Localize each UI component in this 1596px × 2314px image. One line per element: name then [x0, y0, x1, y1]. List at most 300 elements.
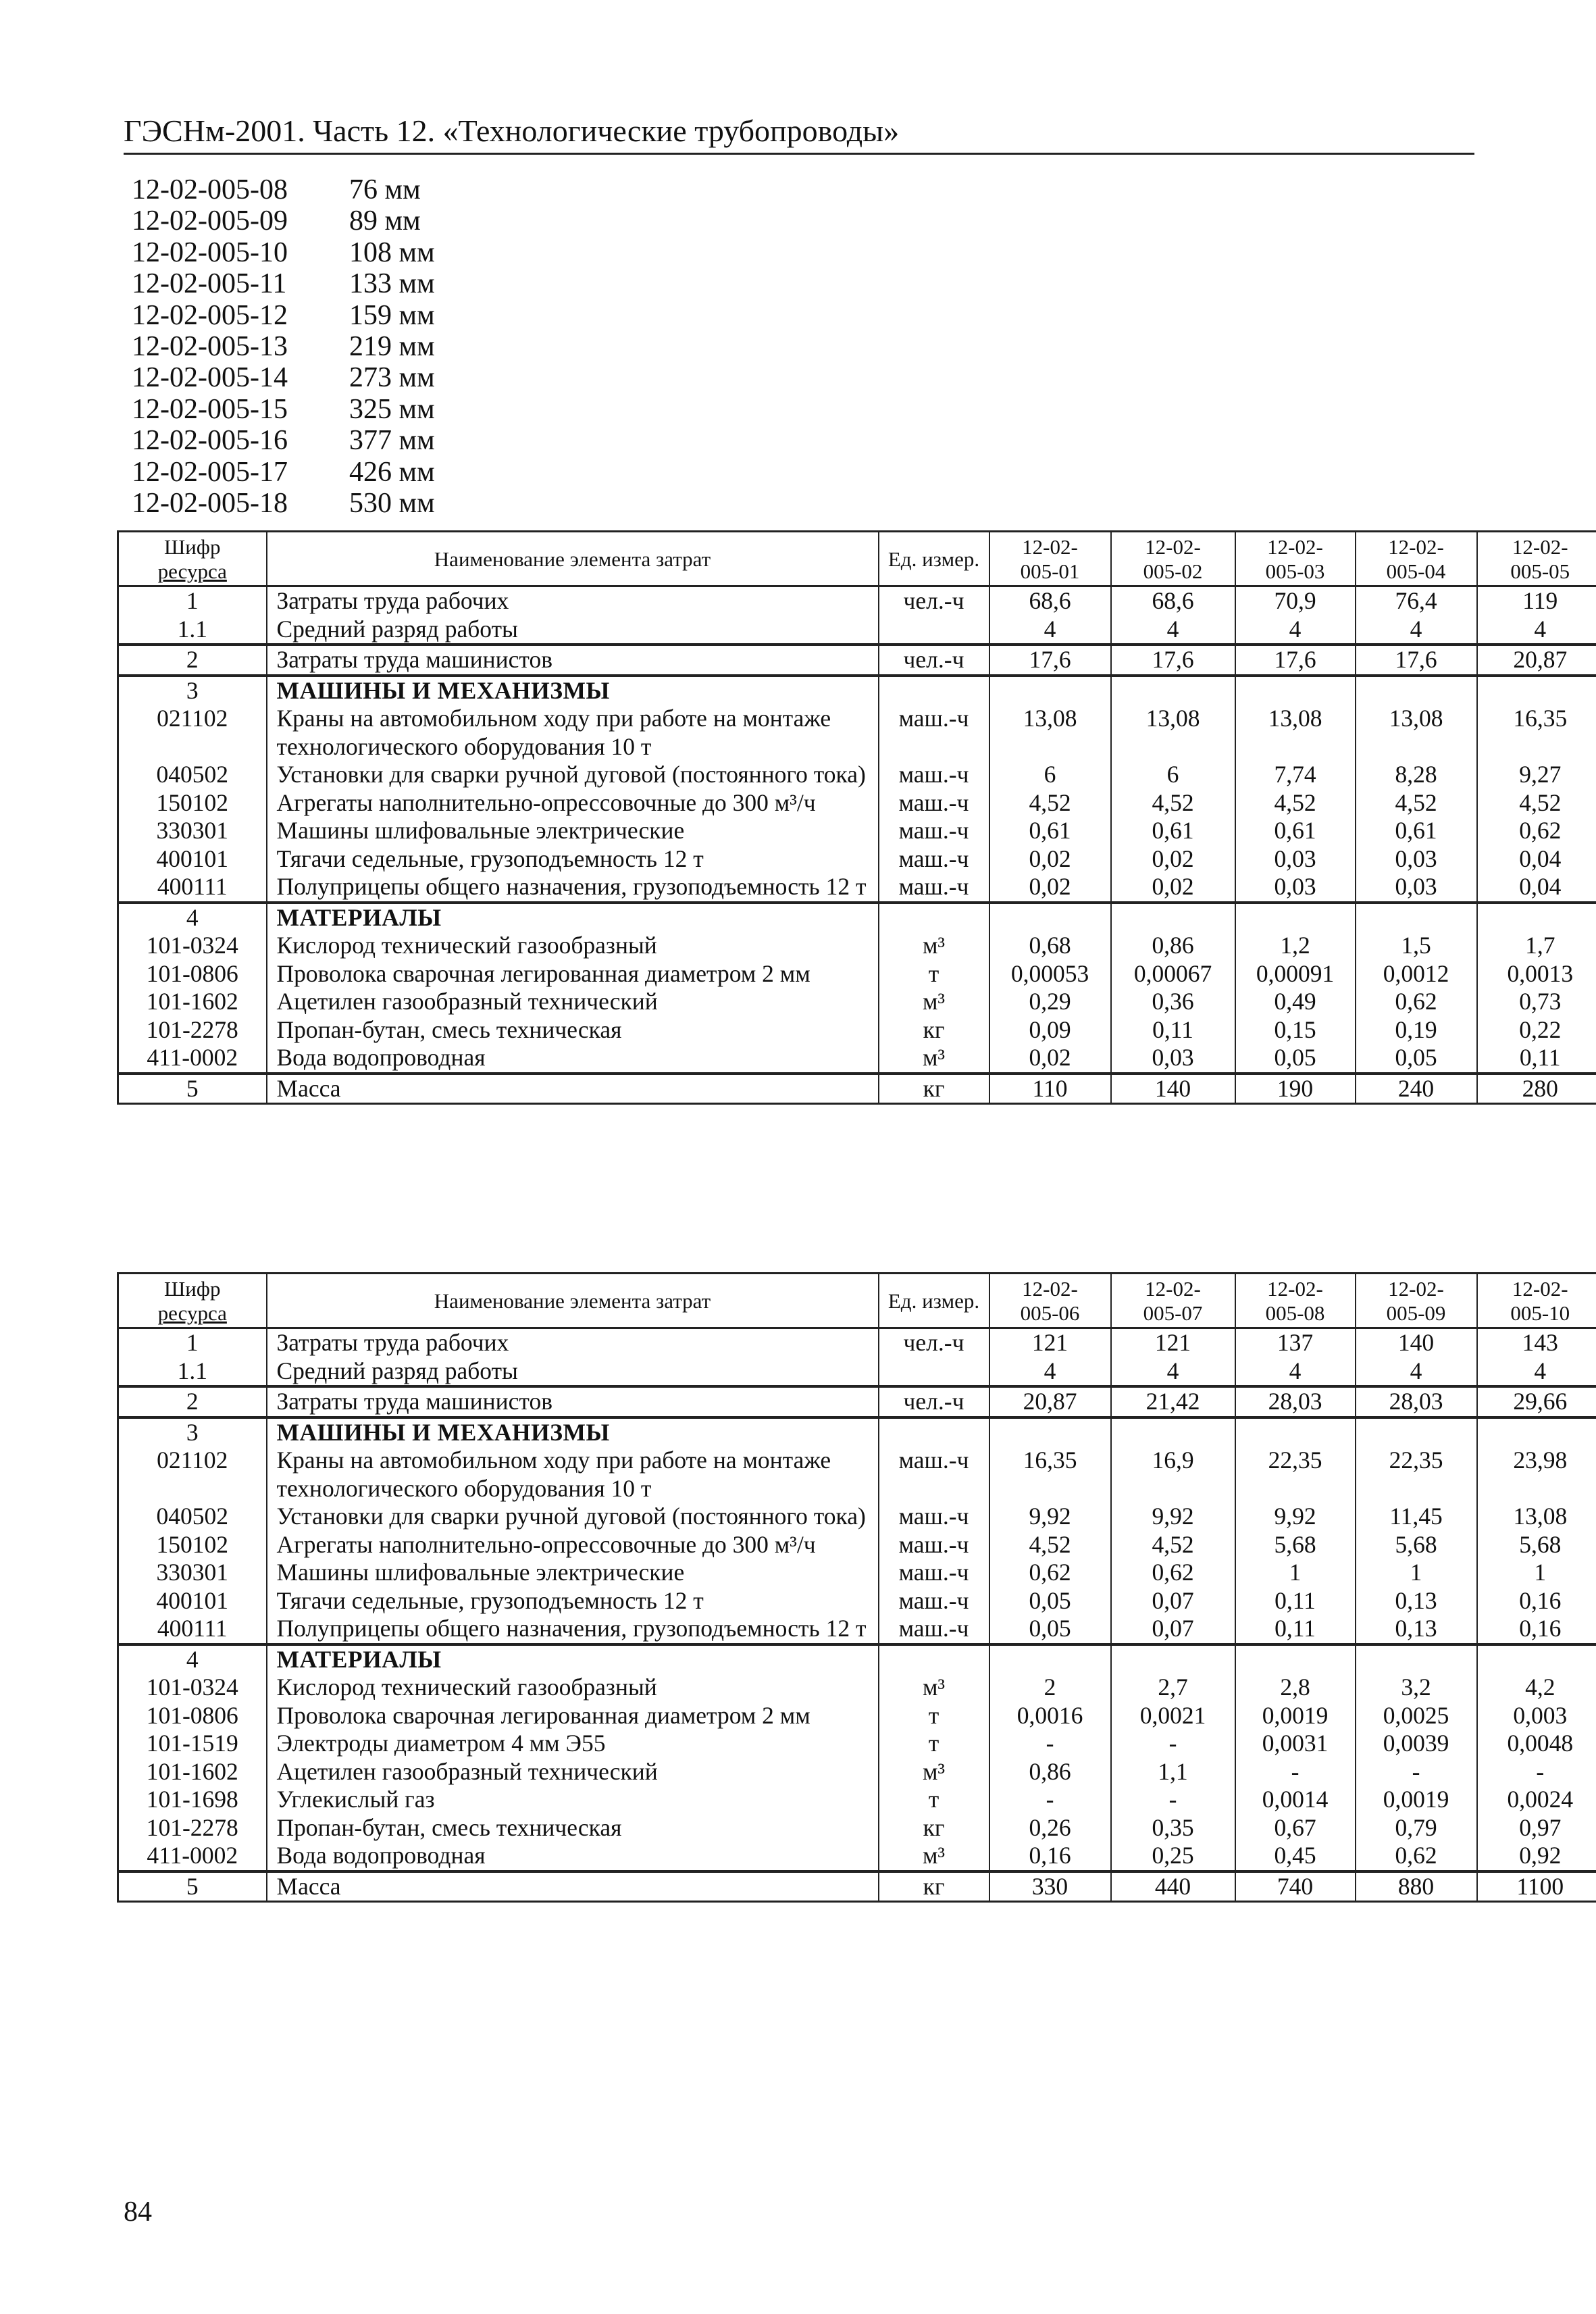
resource-code-cell: 101-1602 — [118, 1758, 267, 1786]
cost-element-name-cell: Вода водопроводная — [267, 1842, 879, 1871]
value-cell: 5,68 — [1477, 1531, 1596, 1559]
value-cell: 0,03 — [1111, 1044, 1235, 1074]
table-row — [118, 1447, 1596, 1503]
unit-cell: м³ — [879, 932, 989, 960]
value-cell: 0,0039 — [1356, 1730, 1477, 1758]
table-row — [118, 645, 1596, 676]
cost-element-name-cell: Машины шлифовальные электрические — [267, 1559, 879, 1587]
header-column-code-line2: 005-05 — [1510, 559, 1570, 583]
resource-code-cell: 101-1602 — [118, 988, 267, 1016]
header-column-code-line1: 12-02- — [1145, 1277, 1201, 1301]
header-column-code — [1235, 532, 1356, 586]
table-row — [118, 1503, 1596, 1531]
unit-cell: м³ — [879, 1758, 989, 1786]
table-row — [118, 1786, 1596, 1814]
unit-cell: т — [879, 1702, 989, 1730]
value-cell — [1235, 676, 1356, 705]
value-cell: 0,49 — [1235, 988, 1356, 1016]
value-cell: 1,7 — [1477, 932, 1596, 960]
header-column-code-line1: 12-02- — [1512, 1277, 1568, 1301]
unit-cell: маш.-ч — [879, 845, 989, 874]
header-code-cell — [118, 1274, 267, 1328]
resource-code-cell: 101-0806 — [118, 1702, 267, 1730]
cost-element-name-cell: Полуприцепы общего назначения, грузоподъемность 12 т — [267, 1615, 879, 1644]
value-cell: 0,11 — [1477, 1044, 1596, 1074]
value-cell: 4 — [1235, 1357, 1356, 1387]
table-row — [118, 615, 1596, 645]
cost-element-name-cell: Ацетилен газообразный технический — [267, 1758, 879, 1786]
table-row — [118, 1730, 1596, 1758]
value-cell: 0,0016 — [989, 1702, 1111, 1730]
code-list-size: 76 мм — [349, 174, 421, 205]
code-list-row — [132, 205, 435, 236]
unit-cell: маш.-ч — [879, 1615, 989, 1644]
value-cell: 0,00067 — [1111, 960, 1235, 988]
value-cell: 1 — [1356, 1559, 1477, 1587]
value-cell: 0,67 — [1235, 1814, 1356, 1842]
value-cell: 0,73 — [1477, 988, 1596, 1016]
value-cell: 2,8 — [1235, 1674, 1356, 1702]
resource-code-cell: 1.1 — [118, 1357, 267, 1387]
header-column-code-line1: 12-02- — [1512, 535, 1568, 559]
code-list-code: 12-02-005-10 — [132, 236, 288, 268]
resource-code-cell: 2 — [118, 1386, 267, 1417]
value-cell: 4 — [1477, 1357, 1596, 1387]
value-cell: 121 — [989, 1328, 1111, 1357]
unit-cell — [879, 676, 989, 705]
table-row — [118, 1758, 1596, 1786]
value-cell: 17,6 — [1111, 645, 1235, 676]
value-cell: 2 — [989, 1674, 1111, 1702]
cost-element-name-cell: Кислород технический газообразный — [267, 932, 879, 960]
value-cell: 0,62 — [1356, 1842, 1477, 1871]
cost-element-name-cell: Масса — [267, 1871, 879, 1902]
value-cell: 119 — [1477, 586, 1596, 615]
cost-element-name-cell: МАШИНЫ И МЕХАНИЗМЫ — [267, 676, 879, 705]
table-row — [118, 1074, 1596, 1104]
header-code-line1: Шифр — [164, 1277, 221, 1301]
resource-code-cell: 150102 — [118, 1531, 267, 1559]
value-cell — [989, 676, 1111, 705]
value-cell — [1235, 903, 1356, 932]
value-cell: - — [989, 1786, 1111, 1814]
value-cell: 0,02 — [989, 873, 1111, 903]
header-column-code — [1235, 1274, 1356, 1328]
table-row — [118, 1559, 1596, 1587]
value-cell: 0,86 — [989, 1758, 1111, 1786]
table-row — [118, 817, 1596, 845]
value-cell: 0,0025 — [1356, 1702, 1477, 1730]
value-cell: 70,9 — [1235, 586, 1356, 615]
resource-code-cell: 5 — [118, 1871, 267, 1902]
value-cell: 0,05 — [1356, 1044, 1477, 1074]
table-row — [118, 988, 1596, 1016]
header-column-code-line2: 005-07 — [1143, 1301, 1203, 1325]
value-cell: 17,6 — [1356, 645, 1477, 676]
value-cell: 1100 — [1477, 1871, 1596, 1902]
value-cell: 0,62 — [1477, 817, 1596, 845]
header-column-code-line2: 005-01 — [1020, 559, 1080, 583]
resource-code-cell: 101-2278 — [118, 1814, 267, 1842]
cost-element-name-cell: Затраты труда рабочих — [267, 1328, 879, 1357]
value-cell — [1111, 676, 1235, 705]
code-list-code: 12-02-005-15 — [132, 393, 288, 425]
table-row — [118, 1702, 1596, 1730]
value-cell: 1,1 — [1111, 1758, 1235, 1786]
value-cell: 13,08 — [1477, 1503, 1596, 1531]
cost-element-name-cell: Краны на автомобильном ходу при работе на монтаже технологического оборудования 10 т — [267, 705, 879, 761]
value-cell: 880 — [1356, 1871, 1477, 1902]
value-cell: 0,11 — [1111, 1016, 1235, 1045]
value-cell: 20,87 — [989, 1386, 1111, 1417]
value-cell: 0,68 — [989, 932, 1111, 960]
table-row — [118, 1357, 1596, 1387]
cost-element-name-cell: Полуприцепы общего назначения, грузоподъемность 12 т — [267, 873, 879, 903]
value-cell: 0,86 — [1111, 932, 1235, 960]
code-list-size: 219 мм — [349, 331, 435, 363]
unit-cell: маш.-ч — [879, 1503, 989, 1531]
code-list-size: 426 мм — [349, 456, 435, 488]
code-list-size: 377 мм — [349, 425, 435, 457]
value-cell: 0,07 — [1111, 1615, 1235, 1644]
header-column-code-line2: 005-10 — [1510, 1301, 1570, 1325]
resource-code-cell: 4 — [118, 1644, 267, 1674]
resource-code-cell: 5 — [118, 1074, 267, 1104]
value-cell — [1111, 1417, 1235, 1447]
value-cell: 4,52 — [1477, 789, 1596, 818]
table-row — [118, 1615, 1596, 1644]
value-cell: 8,28 — [1356, 761, 1477, 789]
cost-element-name-cell: Проволока сварочная легированная диаметром 2 мм — [267, 1702, 879, 1730]
value-cell: 0,35 — [1111, 1814, 1235, 1842]
value-cell: 4,52 — [1235, 789, 1356, 818]
value-cell: 0,79 — [1356, 1814, 1477, 1842]
value-cell: 740 — [1235, 1871, 1356, 1902]
code-list — [132, 174, 435, 519]
value-cell: 23,98 — [1477, 1447, 1596, 1503]
unit-cell: т — [879, 1786, 989, 1814]
code-list-size: 159 мм — [349, 299, 435, 331]
value-cell: 0,22 — [1477, 1016, 1596, 1045]
cost-element-name-cell: Кислород технический газообразный — [267, 1674, 879, 1702]
value-cell: 0,0019 — [1356, 1786, 1477, 1814]
header-column-code-line1: 12-02- — [1388, 535, 1444, 559]
code-list-size: 273 мм — [349, 362, 435, 394]
cost-element-name-cell: Проволока сварочная легированная диаметром 2 мм — [267, 960, 879, 988]
code-list-size: 133 мм — [349, 268, 435, 300]
unit-cell: маш.-ч — [879, 789, 989, 818]
value-cell: 7,74 — [1235, 761, 1356, 789]
resource-code-cell: 4 — [118, 903, 267, 932]
value-cell: 0,05 — [1235, 1044, 1356, 1074]
value-cell: 4,52 — [989, 789, 1111, 818]
resource-code-cell: 1 — [118, 1328, 267, 1357]
cost-element-name-cell: Краны на автомобильном ходу при работе на монтаже технологического оборудования 10 т — [267, 1447, 879, 1503]
unit-cell: маш.-ч — [879, 705, 989, 761]
cost-element-name-cell: Агрегаты наполнительно-опрессовочные до 300 м³/ч — [267, 1531, 879, 1559]
value-cell: 4 — [989, 615, 1111, 645]
value-cell: 76,4 — [1356, 586, 1477, 615]
unit-cell: м³ — [879, 988, 989, 1016]
resource-code-cell: 101-2278 — [118, 1016, 267, 1045]
value-cell: 6 — [1111, 761, 1235, 789]
value-cell: 0,05 — [989, 1615, 1111, 1644]
value-cell: 5,68 — [1356, 1531, 1477, 1559]
resource-code-cell: 101-0806 — [118, 960, 267, 988]
value-cell: 0,0024 — [1477, 1786, 1596, 1814]
value-cell: 4 — [1235, 615, 1356, 645]
code-list-size: 108 мм — [349, 236, 435, 268]
table-row — [118, 845, 1596, 874]
value-cell: 68,6 — [1111, 586, 1235, 615]
code-list-row — [132, 237, 435, 268]
value-cell: 0,13 — [1356, 1587, 1477, 1615]
value-cell: 240 — [1356, 1074, 1477, 1104]
value-cell: 140 — [1111, 1074, 1235, 1104]
value-cell: 9,92 — [989, 1503, 1111, 1531]
unit-cell: маш.-ч — [879, 761, 989, 789]
cost-element-name-cell: Масса — [267, 1074, 879, 1104]
header-column-code-line2: 005-08 — [1265, 1301, 1325, 1325]
header-column-code-line2: 005-04 — [1386, 559, 1446, 583]
code-list-code: 12-02-005-12 — [132, 299, 288, 331]
value-cell: 0,97 — [1477, 1814, 1596, 1842]
value-cell: 9,92 — [1235, 1503, 1356, 1531]
value-cell: 0,0021 — [1111, 1702, 1235, 1730]
value-cell — [1235, 1417, 1356, 1447]
value-cell: 22,35 — [1356, 1447, 1477, 1503]
code-list-row — [132, 394, 435, 425]
value-cell — [1356, 1417, 1477, 1447]
value-cell: - — [1111, 1730, 1235, 1758]
value-cell: 4,2 — [1477, 1674, 1596, 1702]
value-cell: 13,08 — [1235, 705, 1356, 761]
table-row — [118, 1531, 1596, 1559]
cost-element-name-cell: Средний разряд работы — [267, 1357, 879, 1387]
table-row — [118, 873, 1596, 903]
value-cell: 0,26 — [989, 1814, 1111, 1842]
value-cell: 0,05 — [989, 1587, 1111, 1615]
table-row — [118, 789, 1596, 818]
header-name-cell: Наименование элемента затрат — [267, 1274, 879, 1328]
cost-element-name-cell: МАТЕРИАЛЫ — [267, 1644, 879, 1674]
value-cell: 4,52 — [1111, 789, 1235, 818]
value-cell: 13,08 — [1356, 705, 1477, 761]
cost-element-name-cell: МАТЕРИАЛЫ — [267, 903, 879, 932]
resource-code-cell: 400101 — [118, 845, 267, 874]
table-row — [118, 1871, 1596, 1902]
value-cell: 0,11 — [1235, 1587, 1356, 1615]
table-row — [118, 903, 1596, 932]
header-column-code-line1: 12-02- — [1267, 535, 1323, 559]
value-cell: 0,04 — [1477, 873, 1596, 903]
resource-code-cell: 330301 — [118, 1559, 267, 1587]
resource-code-cell: 101-0324 — [118, 932, 267, 960]
header-column-code-line2: 005-06 — [1020, 1301, 1080, 1325]
resource-table-2 — [117, 1272, 1596, 1903]
value-cell: 4 — [1356, 1357, 1477, 1387]
code-list-code: 12-02-005-14 — [132, 362, 288, 394]
value-cell: 0,00053 — [989, 960, 1111, 988]
header-code-line1: Шифр — [164, 535, 221, 559]
value-cell: 0,00091 — [1235, 960, 1356, 988]
value-cell: 0,0014 — [1235, 1786, 1356, 1814]
cost-element-name-cell: Средний разряд работы — [267, 615, 879, 645]
resource-code-cell: 411-0002 — [118, 1044, 267, 1074]
value-cell: 0,62 — [1356, 988, 1477, 1016]
unit-cell — [879, 1417, 989, 1447]
table-header-row — [118, 1274, 1596, 1328]
value-cell: 0,0012 — [1356, 960, 1477, 988]
resource-code-cell: 040502 — [118, 1503, 267, 1531]
resource-code-cell: 400111 — [118, 873, 267, 903]
code-list-size: 89 мм — [349, 205, 421, 237]
table-row — [118, 1016, 1596, 1045]
cost-element-name-cell: Пропан-бутан, смесь техническая — [267, 1814, 879, 1842]
unit-cell: маш.-ч — [879, 817, 989, 845]
header-code-line2: ресурса — [157, 1301, 227, 1325]
unit-cell: маш.-ч — [879, 1587, 989, 1615]
resource-code-cell: 101-1698 — [118, 1786, 267, 1814]
value-cell — [989, 1644, 1111, 1674]
header-column-code — [989, 1274, 1111, 1328]
value-cell: 68,6 — [989, 586, 1111, 615]
value-cell: 0,11 — [1235, 1615, 1356, 1644]
unit-cell: м³ — [879, 1674, 989, 1702]
value-cell: 0,003 — [1477, 1702, 1596, 1730]
resource-code-cell: 021102 — [118, 1447, 267, 1503]
value-cell: 17,6 — [989, 645, 1111, 676]
value-cell: 4 — [989, 1357, 1111, 1387]
table-row — [118, 1644, 1596, 1674]
value-cell: 140 — [1356, 1328, 1477, 1357]
value-cell: 280 — [1477, 1074, 1596, 1104]
value-cell: 16,9 — [1111, 1447, 1235, 1503]
value-cell: 0,03 — [1356, 873, 1477, 903]
table-row — [118, 1044, 1596, 1074]
value-cell: 0,02 — [989, 1044, 1111, 1074]
code-list-row — [132, 457, 435, 488]
header-column-code-line2: 005-03 — [1265, 559, 1325, 583]
table-row — [118, 705, 1596, 761]
value-cell: 121 — [1111, 1328, 1235, 1357]
header-column-code — [989, 532, 1111, 586]
value-cell — [1477, 903, 1596, 932]
table-row — [118, 1842, 1596, 1871]
value-cell: 0,02 — [989, 845, 1111, 874]
value-cell: 143 — [1477, 1328, 1596, 1357]
value-cell: 190 — [1235, 1074, 1356, 1104]
unit-cell: чел.-ч — [879, 645, 989, 676]
value-cell: 0,61 — [1356, 817, 1477, 845]
cost-element-name-cell: Затраты труда машинистов — [267, 1386, 879, 1417]
value-cell: 9,27 — [1477, 761, 1596, 789]
value-cell: 4,52 — [1356, 789, 1477, 818]
header-column-code — [1477, 1274, 1596, 1328]
unit-cell — [879, 615, 989, 645]
value-cell: 16,35 — [1477, 705, 1596, 761]
value-cell: 0,61 — [1235, 817, 1356, 845]
value-cell: 0,92 — [1477, 1842, 1596, 1871]
resource-code-cell: 400111 — [118, 1615, 267, 1644]
table-row — [118, 676, 1596, 705]
unit-cell: кг — [879, 1074, 989, 1104]
code-list-code: 12-02-005-09 — [132, 205, 288, 237]
code-list-code: 12-02-005-08 — [132, 174, 288, 205]
header-code-cell — [118, 532, 267, 586]
value-cell: 0,02 — [1111, 845, 1235, 874]
header-column-code-line2: 005-09 — [1386, 1301, 1446, 1325]
unit-cell: т — [879, 1730, 989, 1758]
value-cell: 13,08 — [989, 705, 1111, 761]
table-row — [118, 1328, 1596, 1357]
header-column-code-line1: 12-02- — [1022, 1277, 1078, 1301]
header-column-code — [1111, 532, 1235, 586]
value-cell: 21,42 — [1111, 1386, 1235, 1417]
value-cell: 0,0048 — [1477, 1730, 1596, 1758]
cost-element-name-cell: Пропан-бутан, смесь техническая — [267, 1016, 879, 1045]
cost-element-name-cell: Агрегаты наполнительно-опрессовочные до 300 м³/ч — [267, 789, 879, 818]
cost-element-name-cell: Установки для сварки ручной дуговой (постоянного тока) — [267, 1503, 879, 1531]
value-cell: 0,36 — [1111, 988, 1235, 1016]
value-cell: 4,52 — [1111, 1531, 1235, 1559]
value-cell: 4 — [1111, 1357, 1235, 1387]
value-cell: 1,2 — [1235, 932, 1356, 960]
unit-cell: м³ — [879, 1842, 989, 1871]
unit-cell: кг — [879, 1814, 989, 1842]
value-cell: 22,35 — [1235, 1447, 1356, 1503]
value-cell — [1235, 1644, 1356, 1674]
cost-element-name-cell: Тягачи седельные, грузоподъемность 12 т — [267, 845, 879, 874]
table-header-row — [118, 532, 1596, 586]
header-column-code-line2: 005-02 — [1143, 559, 1203, 583]
value-cell: 0,62 — [989, 1559, 1111, 1587]
table-row — [118, 1386, 1596, 1417]
code-list-size: 530 мм — [349, 488, 435, 520]
value-cell: 4 — [1477, 615, 1596, 645]
unit-cell — [879, 1644, 989, 1674]
value-cell: 1 — [1235, 1559, 1356, 1587]
code-list-code: 12-02-005-16 — [132, 425, 288, 457]
value-cell: 4 — [1111, 615, 1235, 645]
document-title: ГЭСНм-2001. Часть 12. «Технологические трубопроводы» — [124, 114, 900, 148]
value-cell: 0,07 — [1111, 1587, 1235, 1615]
value-cell: 0,19 — [1356, 1016, 1477, 1045]
code-list-row — [132, 488, 435, 519]
value-cell: 0,29 — [989, 988, 1111, 1016]
cost-element-name-cell: Ацетилен газообразный технический — [267, 988, 879, 1016]
resource-code-cell: 330301 — [118, 817, 267, 845]
value-cell — [1356, 1644, 1477, 1674]
unit-cell: т — [879, 960, 989, 988]
value-cell: 330 — [989, 1871, 1111, 1902]
value-cell: 0,61 — [1111, 817, 1235, 845]
value-cell: - — [989, 1730, 1111, 1758]
value-cell: 4,52 — [989, 1531, 1111, 1559]
resource-code-cell: 2 — [118, 645, 267, 676]
resource-code-cell: 1 — [118, 586, 267, 615]
value-cell: - — [1477, 1758, 1596, 1786]
value-cell — [989, 903, 1111, 932]
value-cell — [989, 1417, 1111, 1447]
table-row — [118, 1674, 1596, 1702]
value-cell: 1 — [1477, 1559, 1596, 1587]
unit-cell — [879, 903, 989, 932]
unit-cell: чел.-ч — [879, 586, 989, 615]
value-cell: 1,5 — [1356, 932, 1477, 960]
value-cell: 137 — [1235, 1328, 1356, 1357]
cost-element-name-cell: Вода водопроводная — [267, 1044, 879, 1074]
